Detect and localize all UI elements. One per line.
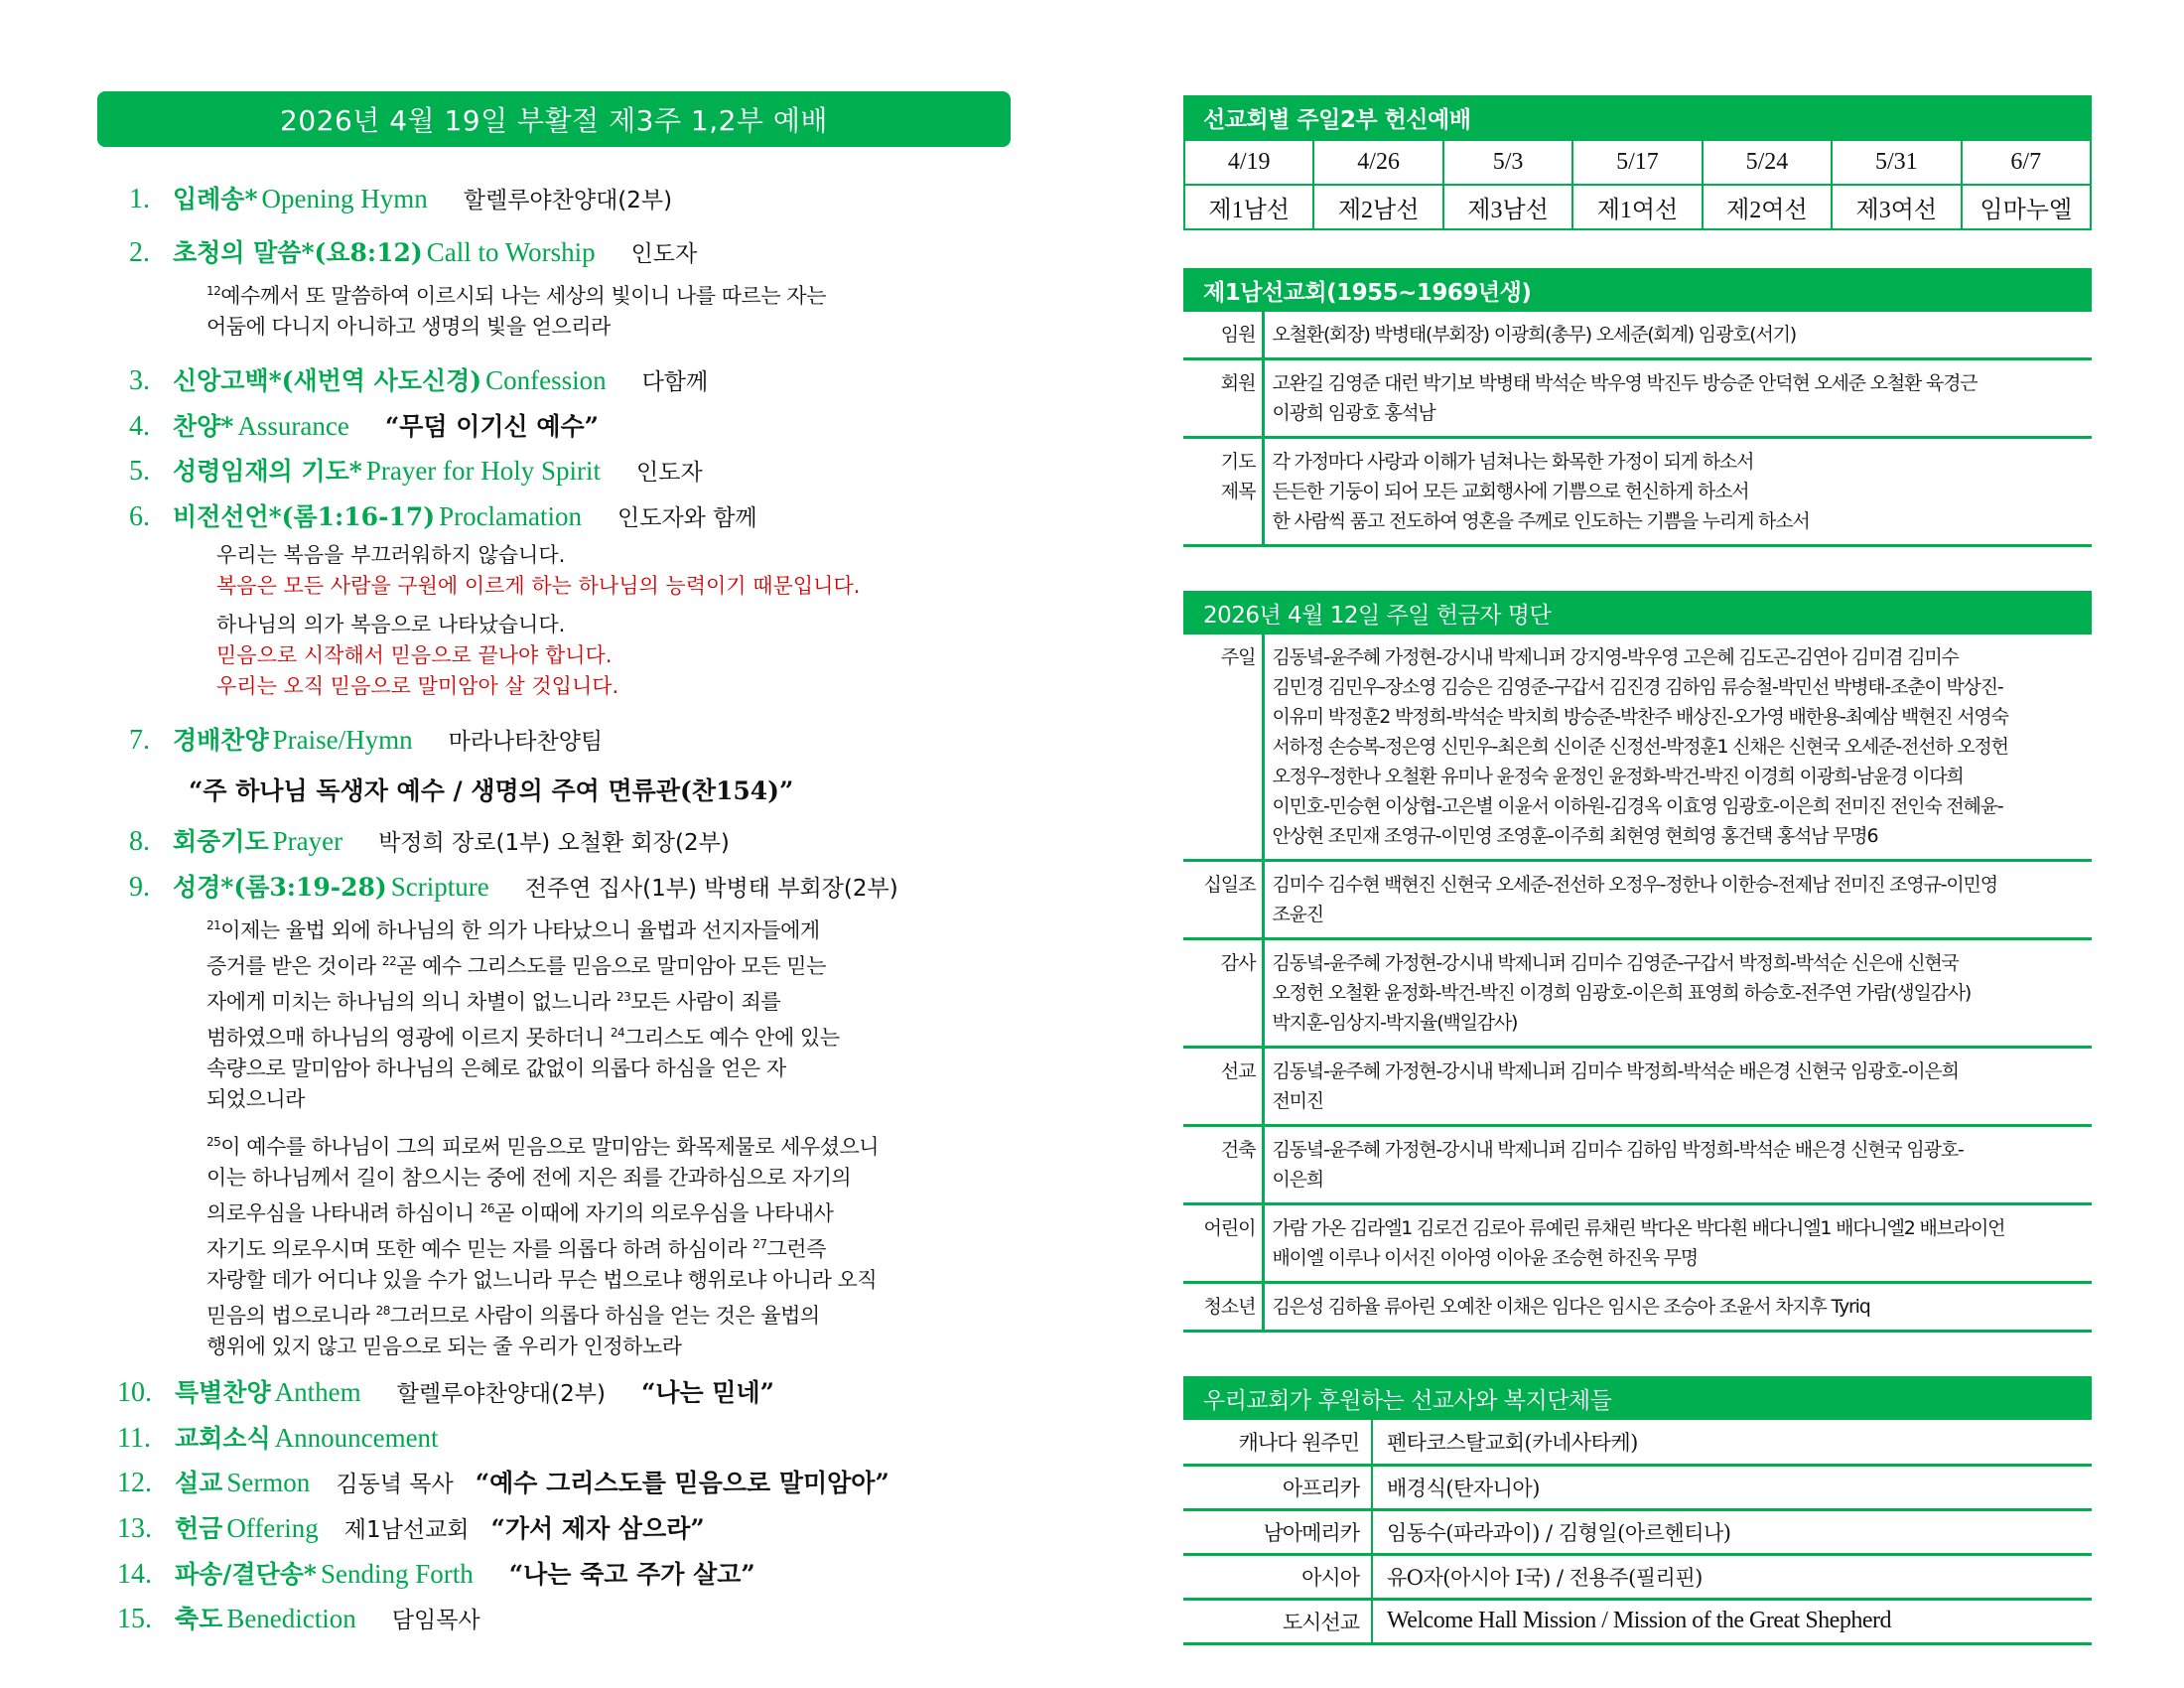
mission-row xyxy=(1183,1465,2092,1509)
verse-text: 모든 사람이 죄를 xyxy=(630,990,781,1014)
order-item-4 xyxy=(129,404,1011,449)
item-number: 9. xyxy=(129,872,150,903)
item-leader: 박정희 장로(1부) 오철환 회장(2부) xyxy=(378,830,730,856)
missions-table xyxy=(1183,1420,2092,1645)
proclamation-text xyxy=(216,540,1011,702)
schedule-date: 4/26 xyxy=(1313,140,1442,185)
song-title: “나는 믿네” xyxy=(640,1378,775,1407)
offering-row-children xyxy=(1183,1204,2092,1283)
row-text: 한 사람씩 품고 전도하여 영혼을 주께로 인도하는 기쁨을 누리게 하소서 xyxy=(1272,510,1810,532)
item-leader: 전주연 집사(1부) 박병태 부회장(2부) xyxy=(524,876,898,902)
item-title-en: Scripture xyxy=(390,872,489,902)
row-text: 서하정 손승복-정은영 신민우-최은희 신이준 신정선-박정훈1 신채은 신현국 오세준-전선하 오정헌 xyxy=(1272,736,2008,758)
scripture-passage-1 xyxy=(206,911,1011,1115)
section-title: 선교회별 주일2부 헌신예배 xyxy=(1183,95,2092,139)
item-leader: 할렐루야찬양대(2부) xyxy=(463,188,673,213)
verse-number: 26 xyxy=(479,1201,495,1215)
item-title-en: Announcement xyxy=(274,1423,439,1453)
item-title-ko: 파송/결단송* xyxy=(175,1560,317,1589)
verse-number: 21 xyxy=(206,918,221,932)
order-item-10 xyxy=(117,1370,1011,1416)
row-text: 이민호-민승현 이상협-고은별 이윤서 이하원-김경옥 이효영 임광호-이은희 전미진 전인숙 전혜윤- xyxy=(1272,795,2003,817)
mission-row xyxy=(1183,1509,2092,1554)
proclamation-line: 하나님의 의가 복음으로 나타났습니다. xyxy=(216,613,566,636)
row-label: 청소년 xyxy=(1183,1283,1263,1332)
item-title-ko: 성경*(롬3:19-28) xyxy=(173,873,387,902)
item-title-en: Offering xyxy=(226,1513,319,1543)
verse-text: 그런즉 xyxy=(766,1237,826,1261)
verse-text: 그러므로 사람이 의롭다 하심을 얻는 것은 율법의 xyxy=(389,1304,820,1328)
song-title: “가서 제자 삼으라” xyxy=(490,1514,705,1543)
item-title-en: Praise/Hymn xyxy=(272,725,413,755)
item-title-ko: 입례송* xyxy=(173,185,258,213)
row-text: 김미수 김수현 백현진 신현국 오세준-전선하 오정우-정한나 이한승-전제남 전미진 조영규-이민영 xyxy=(1272,874,1997,896)
mens-mission-table xyxy=(1183,312,2092,547)
row-label xyxy=(1183,438,1263,546)
row-text: 이유미 박정훈2 박정희-박석순 박치희 방승준-박찬주 배상진-오가영 배한용-최예삼 백현진 서영숙 xyxy=(1272,706,2008,728)
row-text: 전미진 xyxy=(1272,1090,1323,1112)
verse-text: 이는 하나님께서 길이 참으시는 중에 전에 지은 죄를 간과하심으로 자기의 xyxy=(206,1166,852,1190)
schedule-group: 제2여선 xyxy=(1703,185,1832,229)
mission-row xyxy=(1183,1554,2092,1599)
verse-number: 22 xyxy=(381,954,397,968)
item-number: 8. xyxy=(129,826,150,857)
item-number: 2. xyxy=(129,237,150,268)
verse-number: 27 xyxy=(752,1237,767,1251)
item-leader: 마라나타찬양팀 xyxy=(448,729,604,755)
offering-row-thanks xyxy=(1183,939,2092,1048)
item-leader: 인도자와 함께 xyxy=(617,505,757,531)
order-item-2 xyxy=(129,230,1011,343)
call-to-worship-verse xyxy=(206,276,1011,343)
offering-row-building xyxy=(1183,1126,2092,1204)
praise-songs: “주 하나님 독생자 예수 / 생명의 주여 면류관(찬154)” xyxy=(189,776,794,805)
item-title-ko: 신앙고백*(새번역 사도신경) xyxy=(173,366,482,395)
row-text: 든든한 기둥이 되어 모든 교회행사에 기쁨으로 헌신하게 하소서 xyxy=(1272,481,1749,502)
order-item-5 xyxy=(129,449,1011,494)
row-text: 김동녘-윤주혜 가정현-강시내 박제니퍼 김미수 김하임 박정희-박석순 배은경 신현국 임광호- xyxy=(1272,1139,1964,1161)
verse-text: 범하였으매 하나님의 영광에 이르지 못하더니 xyxy=(206,1026,611,1050)
sermon-title: “예수 그리스도를 믿음으로 말미암아” xyxy=(475,1469,889,1497)
offering-row-sunday xyxy=(1183,634,2092,861)
supported-missions xyxy=(1183,1376,2092,1645)
item-leader: 김동녘 목사 xyxy=(336,1472,454,1497)
verse-number: 23 xyxy=(615,990,631,1004)
row-text: 오철환(회장) 박병태(부회장) 이광희(총무) 오세준(회계) 임광호(서기) xyxy=(1272,324,1796,346)
item-title-ko: 성령임재의 기도* xyxy=(173,457,362,486)
item-title-ko: 비전선언*(롬1:16-17) xyxy=(173,502,436,531)
schedule-group: 제3남선 xyxy=(1443,185,1572,229)
offering-table xyxy=(1183,634,2092,1333)
verse-text: 속량으로 말미암아 하나님의 은혜로 값없이 의롭다 하심을 얻은 자 xyxy=(206,1056,786,1080)
item-number: 13. xyxy=(117,1513,152,1544)
offering-row-tithe xyxy=(1183,861,2092,939)
item-title-ko: 축도 xyxy=(175,1605,223,1633)
row-text: 김민경 김민우-장소영 김승은 김영준-구갑서 김진경 김하임 류승철-박민선 박병태-조춘이 박상진- xyxy=(1272,676,2003,698)
proclamation-line: 믿음으로 시작해서 믿음으로 끝나야 합니다. xyxy=(216,643,613,667)
row-text: 오정헌 오철환 윤정화-박건-박진 이경희 임광호-이은희 표영희 하승호-전주연 가람(생일감사) xyxy=(1272,982,1972,1004)
item-leader: 할렐루야찬양대(2부) xyxy=(396,1381,606,1407)
item-title-ko: 헌금 xyxy=(175,1514,223,1543)
schedule-date: 4/19 xyxy=(1184,140,1313,185)
item-title-ko: 설교 xyxy=(175,1469,223,1497)
order-item-6 xyxy=(129,494,1011,702)
service-banner: 2026년 4월 19일 부활절 제3주 1,2부 예배 xyxy=(97,91,1011,147)
schedule-table xyxy=(1183,139,2092,230)
item-number: 11. xyxy=(117,1423,151,1454)
schedule-date: 5/3 xyxy=(1443,140,1572,185)
item-title-ko: 찬양* xyxy=(173,412,234,441)
row-label: 감사 xyxy=(1183,939,1263,1048)
row-label: 어린이 xyxy=(1183,1204,1263,1283)
mission-region: 남아메리카 xyxy=(1183,1509,1372,1554)
info-page xyxy=(1183,95,2092,1645)
schedule-group: 제1남선 xyxy=(1184,185,1313,229)
section-title: 우리교회가 후원하는 선교사와 복지단체들 xyxy=(1183,1376,2092,1420)
item-title-en: Sermon xyxy=(226,1468,311,1497)
verse-number: 12 xyxy=(206,284,221,298)
item-number: 1. xyxy=(129,184,150,214)
row-label-line: 제목 xyxy=(1220,481,1256,502)
schedule-date: 5/17 xyxy=(1572,140,1702,185)
verse-text: 자랑할 데가 어디냐 있을 수가 없느니라 무슨 법으로냐 행위로냐 아니라 오직 xyxy=(206,1268,878,1292)
item-title-en: Prayer for Holy Spirit xyxy=(365,456,602,486)
row-text: 박지훈-임상지-박지율(백일감사) xyxy=(1272,1012,1518,1034)
proclamation-line: 복음은 모든 사람을 구원에 이르게 하는 하나님의 능력이기 때문입니다. xyxy=(216,574,861,598)
schedule-group: 제1여선 xyxy=(1572,185,1702,229)
item-leader: 담임목사 xyxy=(391,1608,480,1633)
item-title-en: Confession xyxy=(485,365,607,395)
mission-value: Welcome Hall Mission / Mission of the Great Shepherd xyxy=(1372,1599,2092,1643)
item-title-en: Proclamation xyxy=(439,501,583,531)
item-number: 6. xyxy=(129,501,150,532)
order-item-14 xyxy=(117,1552,1011,1597)
row-text: 안상현 조민재 조영규-이민영 조영훈-이주희 최현영 현희영 홍건택 홍석남 무명6 xyxy=(1272,825,1878,847)
offering-row-youth xyxy=(1183,1283,2092,1332)
item-title-ko: 교회소식 xyxy=(175,1424,271,1453)
verse-text: 그리스도 예수 안에 있는 xyxy=(624,1026,840,1050)
item-title-en: Assurance xyxy=(237,411,349,441)
section-title: 2026년 4월 12일 주일 헌금자 명단 xyxy=(1183,591,2092,634)
item-leader: 인도자 xyxy=(630,241,698,267)
order-item-15 xyxy=(117,1597,1011,1642)
schedule-date: 6/7 xyxy=(1962,140,2091,185)
schedule-group: 제2남선 xyxy=(1313,185,1442,229)
verse-number: 28 xyxy=(375,1304,390,1318)
mission-region: 아시아 xyxy=(1183,1554,1372,1599)
verse-text: 곧 예수 그리스도를 믿음으로 말미암아 모든 믿는 xyxy=(396,954,826,978)
verse-text: 이 예수를 하나님이 그의 피로써 믿음으로 말미암는 화목제물로 세우셨으니 xyxy=(220,1135,880,1159)
item-leader: 제1남선교회 xyxy=(343,1517,470,1543)
item-title-en: Prayer xyxy=(272,826,343,856)
verse-text: 되었으니라 xyxy=(206,1087,305,1111)
schedule-date: 5/24 xyxy=(1703,140,1832,185)
row-text: 김동녘-윤주혜 가정현-강시내 박제니퍼 김미수 김영준-구갑서 박정희-박석순 신은애 신현국 xyxy=(1272,952,1959,974)
schedule-date: 5/31 xyxy=(1832,140,1961,185)
order-item-11 xyxy=(117,1416,1011,1461)
item-number: 14. xyxy=(117,1559,152,1590)
row-text: 각 가정마다 사랑과 이해가 넘쳐나는 화목한 가정이 되게 하소서 xyxy=(1272,451,1754,473)
scripture-passage-2 xyxy=(206,1127,1011,1362)
item-title-en: Sending Forth xyxy=(320,1559,474,1589)
row-text: 고완길 김영준 대런 박기보 박병태 박석순 박우영 박진두 방승준 안덕현 오세준 오철환 육경근 xyxy=(1272,372,1978,394)
dedication-schedule xyxy=(1183,95,2092,230)
row-text: 오정우-정한나 오철환 유미나 윤정숙 윤정인 윤정화-박건-박진 이경희 이광희-남윤경 이다희 xyxy=(1272,766,1964,787)
mission-value: 배경식(탄자니아) xyxy=(1372,1465,2092,1509)
row-text: 김은성 김하율 류아린 오예찬 이채은 임다은 임시은 조승아 조윤서 차지후 Tyriq xyxy=(1272,1296,1870,1318)
item-title-en: Benediction xyxy=(226,1604,356,1633)
item-leader: 인도자 xyxy=(636,460,703,486)
mission-value: 유O자(아시아 I국) / 전용주(필리핀) xyxy=(1372,1554,2092,1599)
mission-row xyxy=(1183,1420,2092,1465)
order-item-13 xyxy=(117,1506,1011,1552)
item-number: 10. xyxy=(117,1377,152,1408)
mission-value: 펜타코스탈교회(카네사타케) xyxy=(1372,1420,2092,1465)
item-number: 5. xyxy=(129,456,150,487)
row-label: 건축 xyxy=(1183,1126,1263,1204)
section-title: 제1남선교회(1955~1969년생) xyxy=(1183,268,2092,312)
row-text: 김동녘-윤주혜 가정현-강시내 박제니퍼 강지영-박우영 고은혜 김도곤-김연아 김미겸 김미수 xyxy=(1272,646,1959,668)
schedule-group: 임마누엘 xyxy=(1962,185,2091,229)
item-number: 3. xyxy=(129,365,150,396)
row-label: 회원 xyxy=(1183,359,1263,438)
mission-region: 아프리카 xyxy=(1183,1465,1372,1509)
order-item-12 xyxy=(117,1461,1011,1506)
item-number: 12. xyxy=(117,1468,152,1498)
prayer-topics-row xyxy=(1183,438,2092,546)
verse-text: 믿음의 법으로니라 xyxy=(206,1304,376,1328)
schedule-group: 제3여선 xyxy=(1832,185,1961,229)
song-title: “나는 죽고 주가 살고” xyxy=(508,1560,755,1589)
verse-text: 곧 이때에 자기의 의로우심을 나타내사 xyxy=(494,1201,834,1225)
offering-row-mission xyxy=(1183,1048,2092,1126)
verse-text: 행위에 있지 않고 믿음으로 되는 줄 우리가 인정하노라 xyxy=(206,1335,682,1358)
verse-number: 25 xyxy=(206,1135,221,1149)
row-text: 김동녘-윤주혜 가정현-강시내 박제니퍼 김미수 박정희-박석순 배은경 신현국 임광호-이은희 xyxy=(1272,1060,1959,1082)
row-text: 이광희 임광호 홍석남 xyxy=(1272,402,1435,424)
order-item-3 xyxy=(129,358,1011,404)
row-text: 가람 가온 김라엘1 김로건 김로아 류예린 류채린 박다온 박다흰 배다니엘1 배다니엘2 배브라이언 xyxy=(1272,1217,2005,1239)
members-row xyxy=(1183,359,2092,438)
proclamation-line: 우리는 오직 믿음으로 말미암아 살 것입니다. xyxy=(216,674,619,698)
mission-region: 도시선교 xyxy=(1183,1599,1372,1643)
verse-text: 자기도 의로우시며 또한 예수 믿는 자를 의롭다 하려 하심이라 xyxy=(206,1237,753,1261)
verse-line: 예수께서 또 말씀하여 이르시되 나는 세상의 빛이니 나를 따르는 자는 xyxy=(220,284,826,308)
verse-text: 자에게 미치는 하나님의 의니 차별이 없느니라 xyxy=(206,990,616,1014)
proclamation-line: 우리는 복음을 부끄러워하지 않습니다. xyxy=(216,543,566,567)
row-label: 임원 xyxy=(1183,312,1263,359)
order-item-1 xyxy=(129,177,1011,222)
verse-number: 24 xyxy=(610,1026,625,1040)
mission-region: 캐나다 원주민 xyxy=(1183,1420,1372,1465)
row-label: 주일 xyxy=(1183,634,1263,861)
order-item-7 xyxy=(129,718,1011,819)
item-title-ko: 초청의 말씀*(요8:12) xyxy=(173,238,423,267)
item-title-en: Call to Worship xyxy=(426,237,596,267)
officers-row xyxy=(1183,312,2092,359)
row-label: 십일조 xyxy=(1183,861,1263,939)
schedule-groups-row xyxy=(1184,185,2091,229)
order-item-9 xyxy=(129,865,1011,1362)
item-title-ko: 회중기도 xyxy=(173,827,269,856)
item-title-ko: 특별찬양 xyxy=(175,1378,271,1407)
item-leader: 다함께 xyxy=(641,369,709,395)
row-label-line: 기도 xyxy=(1220,451,1256,473)
mission-row xyxy=(1183,1599,2092,1643)
verse-line: 어둠에 다니지 아니하고 생명의 빛을 얻으리라 xyxy=(206,315,611,339)
item-number: 15. xyxy=(117,1604,152,1634)
verse-text: 이제는 율법 외에 하나님의 한 의가 나타났으니 율법과 선지자들에게 xyxy=(220,918,820,942)
item-title-en: Opening Hymn xyxy=(261,184,428,213)
verse-text: 의로우심을 나타내려 하심이니 xyxy=(206,1201,480,1225)
row-text: 배이엘 이루나 이서진 이아영 이아윤 조승현 하진욱 무명 xyxy=(1272,1247,1698,1269)
schedule-dates-row xyxy=(1184,140,2091,185)
row-label: 선교 xyxy=(1183,1048,1263,1126)
item-title-en: Anthem xyxy=(274,1377,361,1407)
song-title: “무덤 이기신 예수” xyxy=(384,412,600,441)
order-item-8 xyxy=(129,819,1011,865)
worship-order-page xyxy=(97,91,1011,1642)
order-of-service xyxy=(97,177,1011,1642)
mission-value: 임동수(파라과이) / 김형일(아르헨티나) xyxy=(1372,1509,2092,1554)
item-number: 7. xyxy=(129,725,150,756)
verse-text: 증거를 받은 것이라 xyxy=(206,954,382,978)
item-number: 4. xyxy=(129,411,150,442)
offering-list xyxy=(1183,591,2092,1333)
row-text: 조윤진 xyxy=(1272,904,1323,925)
mens-mission-1 xyxy=(1183,268,2092,547)
item-title-ko: 경배찬양 xyxy=(173,726,269,755)
row-text: 이은희 xyxy=(1272,1169,1323,1191)
